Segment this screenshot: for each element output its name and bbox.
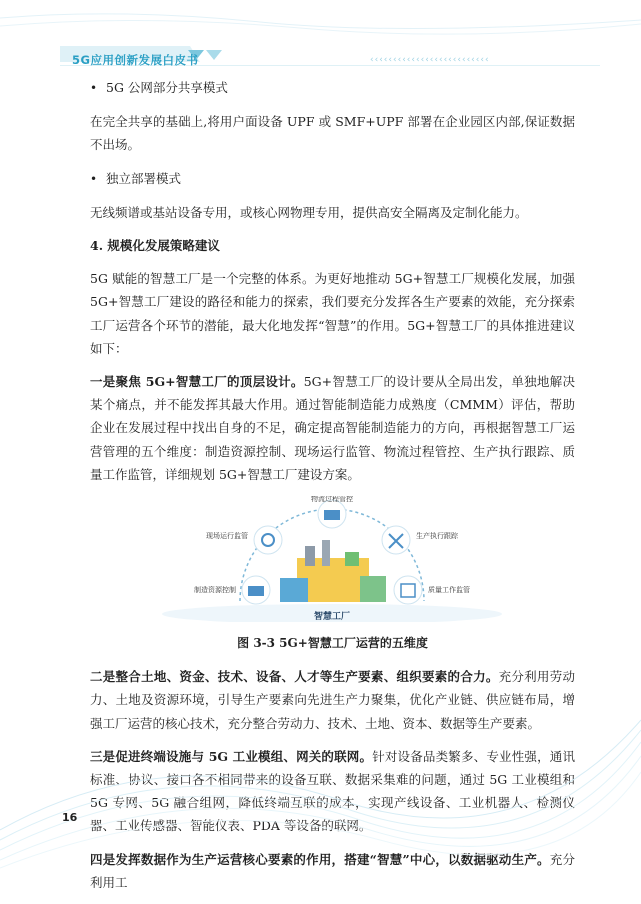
dimension-label-site: 现场运行监管 — [206, 532, 248, 541]
dimension-label-production: 生产执行跟踪 — [416, 532, 458, 541]
folder-icon — [248, 586, 264, 596]
dimension-label-logistics: 物流过程管控 — [311, 496, 353, 504]
section-title: 4. 规模化发展策略建议 — [90, 238, 220, 254]
paragraph-body: 针对设备品类繁多、专业性强，通讯标准、协议、接口各不相同带来的设备互联、数据采集难的问题，通过 5G 工业模组和 5G 专网、5G 融合组网，降低终端互联的成本，实现产线设备、工业机器人、检测仪器、工业传感器、智能仪表、PDA 等设备的联网。 — [90, 748, 575, 834]
figure-diagram — [90, 496, 575, 622]
paragraph-top-design — [90, 370, 575, 486]
footer-wave-decoration — [0, 680, 641, 871]
dimension-label-resources: 制造资源控制 — [194, 586, 236, 595]
paragraph-lead: 一是聚焦 5G+智慧工厂的顶层设计。 — [90, 374, 304, 390]
running-header-title: 5G应用创新发展白皮书 — [72, 53, 199, 67]
paragraph-lead: 三是促进终端设施与 5G 工业模组、网关的联网。 — [90, 748, 373, 764]
paragraph-body: 充分利用工 — [90, 851, 575, 890]
paragraph-body: 充分利用劳动力、土地及资源环境，引导生产要素向先进生产力聚集，优化产业链、供应链布局，增强工厂运营的核心技术，充分整合劳动力、技术、土地、资本、数据等生产要素。 — [90, 669, 575, 731]
page-number: 16 — [62, 811, 78, 824]
bullet-label: 独立部署模式 — [106, 170, 182, 186]
bullet-dot-icon: • — [90, 171, 98, 186]
paragraph-independent: 无线频谱或基站设备专用，或核心网物理专用，提供高安全隔离及定制化能力。 — [90, 204, 528, 220]
paragraph-intro: 5G 赋能的智慧工厂是一个完整的体系。为更好地推动 5G+智慧工厂规模化发展，加强 5G+智慧工厂建设的路径和能力的探索，我们要充分发挥各生产要素的效能，充分探索工厂运营各个环节的潜能，最大化地发挥“智慧”的作用。5G+智慧工厂的具体推进建议如下： — [90, 271, 575, 356]
svg-text:‹‹‹‹‹‹‹‹‹‹‹‹‹‹‹‹‹‹‹‹‹‹‹‹‹‹: ‹‹‹‹‹‹‹‹‹‹‹‹‹‹‹‹‹‹‹‹‹‹‹‹‹‹ — [370, 55, 490, 65]
paragraph-body: 5G+智慧工厂的设计要从全局出发，单独地解决某个痛点，并不能发挥其最大作用。通过智能制造能力成熟度（CMMM）评估，帮助企业在发展过程中找出自身的不足，确定提高智能制造能力的方向，再根据智慧工厂运营管理的五个维度：制造资源控制、现场运行监管、物流过程管控、生产执行跟踪、质量工作监管，详细规划 5G+智慧工厂建设方案。 — [90, 374, 575, 482]
dimension-label-quality: 质量工作监管 — [428, 586, 470, 595]
truck-icon — [324, 510, 340, 520]
paragraph-lead: 四是发挥数据作为生产运营核心要素的作用，搭建“智慧”中心，以数据驱动生产。 — [90, 851, 550, 867]
bullet-dot-icon: • — [90, 81, 98, 95]
paragraph-public-share: 在完全共享的基础上,将用户面设备 UPF 或 SMF+UPF 部署在企业园区内部,保证数据不出场。 — [90, 114, 575, 153]
figure-five-dimensions — [90, 496, 575, 622]
figure-center-label: 智慧工厂 — [313, 612, 351, 623]
figure-caption: 图 3-3 5G+智慧工厂运营的五维度 — [237, 636, 428, 651]
bullet-item — [90, 76, 575, 100]
paragraph-lead: 二是整合土地、资金、技术、设备、人才等生产要素、组织要素的合力。 — [90, 669, 499, 685]
bullet-item — [90, 167, 575, 191]
bullet-label: 5G 公网部分共享模式 — [106, 80, 228, 95]
